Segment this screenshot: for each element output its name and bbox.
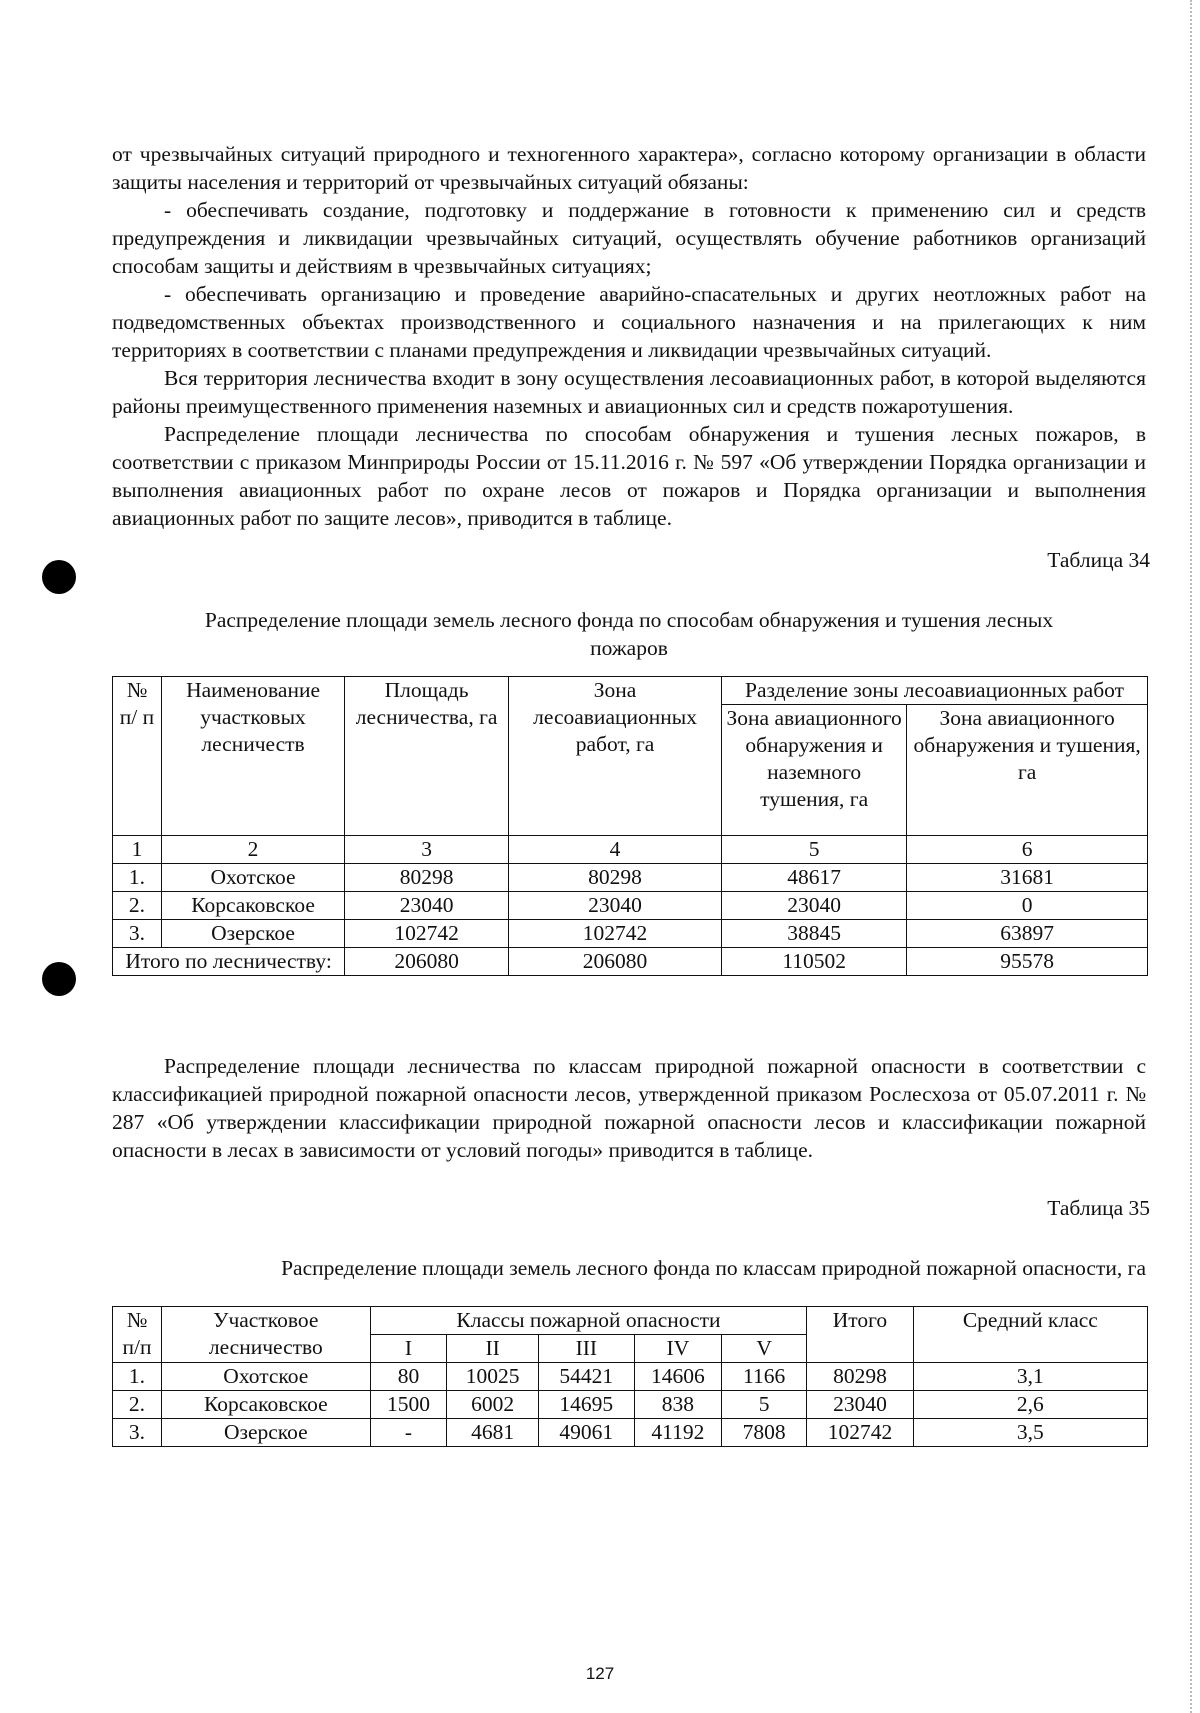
table-row <box>113 1363 1148 1391</box>
t35-cell-total: 23040 <box>807 1391 913 1419</box>
t34-cell-name: Охотское <box>161 864 344 892</box>
t34-col-number: 3 <box>345 836 509 864</box>
table34 <box>112 676 1148 976</box>
table-row <box>113 892 1148 920</box>
table34-caption-line1: Распределение площади земель лесного фонда по способам обнаружения и тушения лесных <box>204 608 1054 632</box>
t35-class-label: V <box>722 1335 807 1363</box>
t34-cell-num: 2. <box>113 892 162 920</box>
t34-cell-area: 80298 <box>345 864 509 892</box>
t34-cell-area: 23040 <box>345 892 509 920</box>
t35-cell-class: 838 <box>634 1391 721 1419</box>
t35-cell-class: 10025 <box>447 1363 539 1391</box>
t34-header-zone: Зона лесоавиационных работ, га <box>509 677 722 836</box>
zone-paragraph: Вся территория лесничества входит в зону осуществления лесоавиационных работ, в которой выделяются районы преимущественного применения наземных и авиационных сил и средств пожаротушения. <box>112 366 1146 418</box>
t34-cell-air: 31681 <box>907 864 1148 892</box>
t34-header-air: Зона авиационного обнаружения и тушения, га <box>907 705 1148 836</box>
t35-cell-num: 2. <box>113 1391 162 1419</box>
t35-class-label: II <box>447 1335 539 1363</box>
t35-header-num: № п/п <box>113 1307 162 1363</box>
table34-caption <box>112 606 1146 662</box>
punch-hole-bottom <box>42 962 76 996</box>
t35-class-label: IV <box>634 1335 721 1363</box>
t34-cell-air: 0 <box>907 892 1148 920</box>
t35-cell-class: - <box>370 1419 447 1447</box>
t34-cell-air: 63897 <box>907 920 1148 948</box>
t35-cell-name: Корсаковское <box>161 1391 370 1419</box>
t34-cell-num: 1. <box>113 864 162 892</box>
t34-header-division: Разделение зоны лесоавиационных работ <box>722 677 1148 705</box>
t35-cell-total: 102742 <box>807 1419 913 1447</box>
scan-edge-line <box>1190 0 1192 1713</box>
t34-total-ground: 110502 <box>722 948 907 976</box>
table-row <box>113 1391 1148 1419</box>
t34-cell-ground: 23040 <box>722 892 907 920</box>
table35 <box>112 1306 1148 1447</box>
t35-cell-total: 80298 <box>807 1363 913 1391</box>
t34-cell-ground: 38845 <box>722 920 907 948</box>
intro-text <box>112 140 1146 532</box>
t34-cell-zone: 102742 <box>509 920 722 948</box>
page-number: 127 <box>585 1664 615 1683</box>
t35-cell-name: Охотское <box>161 1363 370 1391</box>
t35-class-label: I <box>370 1335 447 1363</box>
t35-cell-avg: 2,6 <box>913 1391 1147 1419</box>
t35-cell-class: 41192 <box>634 1419 721 1447</box>
t34-col-number: 2 <box>161 836 344 864</box>
t34-header-num: № п/ п <box>113 677 162 836</box>
t35-header-classes: Классы пожарной опасности <box>370 1307 807 1335</box>
t34-col-numbers-row <box>113 836 1148 864</box>
punch-hole-top <box>42 560 76 594</box>
table-row <box>113 1419 1148 1447</box>
t34-header-name: Наименование участковых лесничеств <box>161 677 344 836</box>
t34-total-air: 95578 <box>907 948 1148 976</box>
t35-cell-num: 1. <box>113 1363 162 1391</box>
t34-cell-num: 3. <box>113 920 162 948</box>
bullet-rescue-works: - обеспечивать организацию и проведение аварийно-спасательных и других неотложных работ на подведомственных объектах производственного и социального назначения и на прилегающих к ним территориях в соответствии с планами предупреждения и ликвидации чрезвычайных ситуаций. <box>112 282 1146 362</box>
t34-header-area: Площадь лесничества, га <box>345 677 509 836</box>
t35-cell-name: Озерское <box>161 1419 370 1447</box>
table-total-row <box>113 948 1148 976</box>
distribution-paragraph: Распределение площади лесничества по способам обнаружения и тушения лесных пожаров, в соответствии с приказом Минприроды России от 15.11.2016 г. № 597 «Об утверждении Порядка организации и выполнения авиационных работ по охране лесов от пожаров и Порядка организации и выполнения авиационных работ по защите лесов», приводится в таблице. <box>112 422 1146 530</box>
t34-total-label: Итого по лесничеству: <box>113 948 345 976</box>
t35-cell-class: 5 <box>722 1391 807 1419</box>
t35-cell-avg: 3,5 <box>913 1419 1147 1447</box>
t35-cell-num: 3. <box>113 1419 162 1447</box>
t35-cell-class: 54421 <box>538 1363 634 1391</box>
classes-paragraph: Распределение площади лесничества по классам природной пожарной опасности в соответствии с классификацией природной пожарной опасности лесов, утвержденной приказом Рослесхоза от 05.07.2011 г. № 287 «Об утверждении классификации природной пожарной опасности лесов и классификации пожарной опасности в лесах в зависимости от условий погоды» приводится в таблице. <box>112 1054 1146 1162</box>
t35-header-total: Итого <box>807 1307 913 1363</box>
t34-cell-area: 102742 <box>345 920 509 948</box>
t35-cell-class: 1500 <box>370 1391 447 1419</box>
table-row <box>113 920 1148 948</box>
t35-cell-class: 6002 <box>447 1391 539 1419</box>
t35-cell-class: 1166 <box>722 1363 807 1391</box>
t34-cell-ground: 48617 <box>722 864 907 892</box>
t34-col-number: 5 <box>722 836 907 864</box>
t35-header-avg: Средний класс <box>913 1307 1147 1363</box>
t34-total-zone: 206080 <box>509 948 722 976</box>
t34-header-ground: Зона авиационного обнаружения и наземного тушения, га <box>722 705 907 836</box>
intro-paragraph: от чрезвычайных ситуаций природного и техногенного характера», согласно которому организации в области защиты населения и территорий от чрезвычайных ситуаций обязаны: <box>112 142 1146 194</box>
t34-cell-name: Корсаковское <box>161 892 344 920</box>
table34-label: Таблица 34 <box>1047 548 1150 572</box>
t34-col-number: 6 <box>907 836 1148 864</box>
table35-caption: Распределение площади земель лесного фонда по классам природной пожарной опасности, га <box>281 1256 1146 1280</box>
t35-cell-avg: 3,1 <box>913 1363 1147 1391</box>
table35-label: Таблица 35 <box>1047 1196 1150 1220</box>
bullet-preparedness: - обеспечивать создание, подготовку и поддержание в готовности к применению сил и средств предупреждения и ликвидации чрезвычайных ситуаций, осуществлять обучение работников организаций способам защиты и действиям в чрезвычайных ситуациях; <box>112 198 1146 278</box>
t35-header-name: Участковое лесничество <box>161 1307 370 1363</box>
t34-col-number: 4 <box>509 836 722 864</box>
t35-cell-class: 14606 <box>634 1363 721 1391</box>
t34-cell-zone: 80298 <box>509 864 722 892</box>
t35-cell-class: 7808 <box>722 1419 807 1447</box>
table34-caption-line2: пожаров <box>590 636 668 660</box>
t34-col-number: 1 <box>113 836 162 864</box>
t35-cell-class: 4681 <box>447 1419 539 1447</box>
t34-total-area: 206080 <box>345 948 509 976</box>
table-row <box>113 864 1148 892</box>
t35-cell-class: 80 <box>370 1363 447 1391</box>
t35-cell-class: 14695 <box>538 1391 634 1419</box>
classes-text <box>112 1052 1146 1164</box>
t34-cell-name: Озерское <box>161 920 344 948</box>
t35-class-label: III <box>538 1335 634 1363</box>
t34-cell-zone: 23040 <box>509 892 722 920</box>
t35-cell-class: 49061 <box>538 1419 634 1447</box>
